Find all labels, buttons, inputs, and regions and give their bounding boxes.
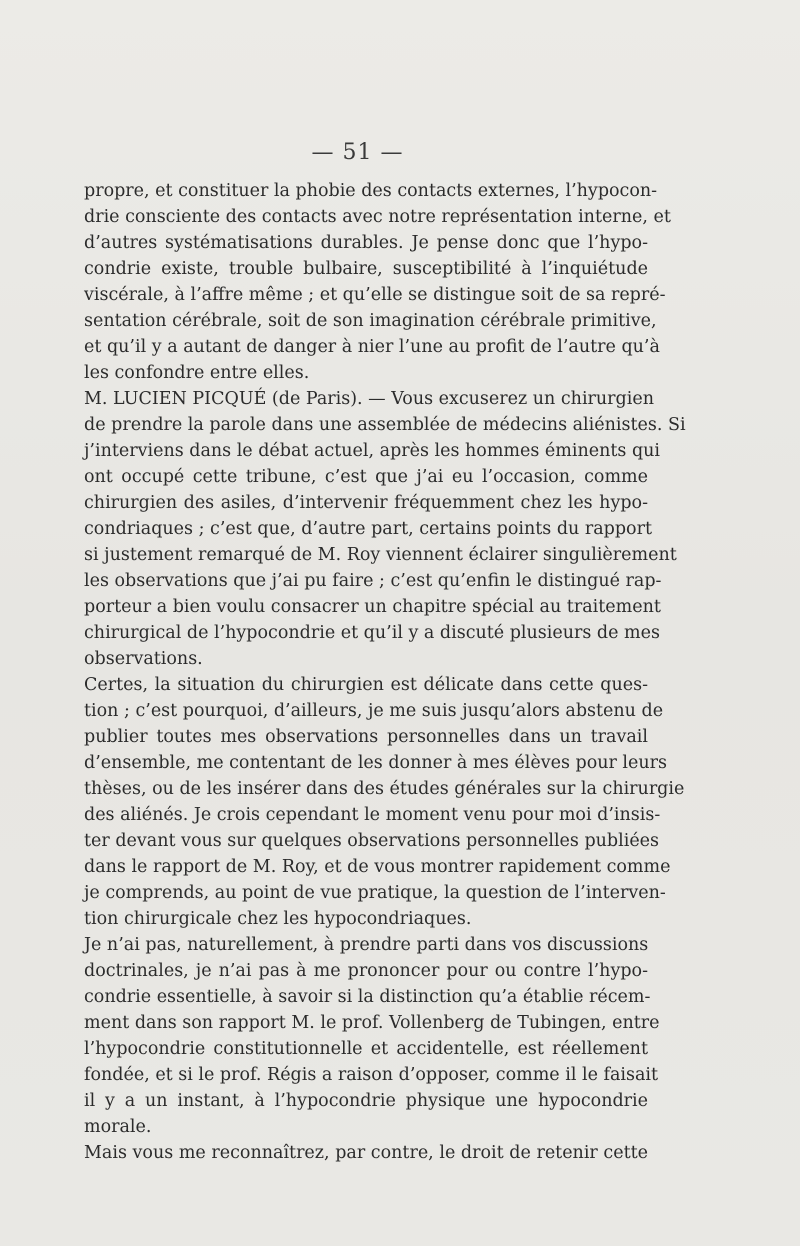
text-line: condrie existe, trouble bulbaire, susceptibilité à l’inquiétude: [84, 259, 648, 279]
text-line: des aliénés. Je crois cependant le moment venu pour moi d’insis-: [84, 805, 661, 825]
text-line: tion ; c’est pourquoi, d’ailleurs, je me suis jusqu’alors abstenu de: [84, 701, 664, 721]
text-line: chirurgical de l’hypocondrie et qu’il y a discuté plusieurs de mes: [84, 623, 660, 643]
text-line: chirurgien des asiles, d’intervenir fréquemment chez les hypo-: [84, 493, 648, 513]
text-line: ment dans son rapport M. le prof. Vollenberg de Tubingen, entre: [84, 1013, 660, 1033]
text-line: il y a un instant, à l’hypocondrie physique une hypocondrie: [84, 1091, 648, 1111]
text-line: les observations que j’ai pu faire ; c’est qu’enfin le distingué rap-: [84, 571, 662, 591]
text-line: observations.: [84, 649, 203, 669]
text-line: morale.: [84, 1117, 152, 1137]
text-line: dans le rapport de M. Roy, et de vous montrer rapidement comme: [84, 857, 671, 877]
body-text: [84, 178, 686, 1166]
text-line: les confondre entre elles.: [84, 363, 310, 383]
text-line: sentation cérébrale, soit de son imagination cérébrale primitive,: [84, 311, 657, 331]
text-line: Certes, la situation du chirurgien est délicate dans cette ques-: [84, 675, 648, 695]
text-line: tion chirurgicale chez les hypocondriaques.: [84, 909, 472, 929]
text-line: Je n’ai pas, naturellement, à prendre parti dans vos discussions: [84, 935, 649, 955]
text-line: l’hypocondrie constitutionnelle et accidentelle, est réellement: [84, 1039, 648, 1059]
text-line: porteur a bien voulu consacrer un chapitre spécial au traitement: [84, 597, 661, 617]
text-line: d’ensemble, me contentant de les donner à mes élèves pour leurs: [84, 753, 667, 773]
text-line: condriaques ; c’est que, d’autre part, certains points du rapport: [84, 519, 652, 539]
text-line: condrie essentielle, à savoir si la distinction qu’a établie récem-: [84, 987, 651, 1007]
page-number: — 51 —: [311, 140, 404, 165]
text-line: d’autres systématisations durables. Je pense donc que l’hypo-: [84, 233, 648, 253]
text-line: si justement remarqué de M. Roy viennent éclairer singulièrement: [84, 545, 677, 565]
text-line: thèses, ou de les insérer dans des études générales sur la chirurgie: [84, 779, 685, 799]
text-line: drie consciente des contacts avec notre représentation interne, et: [84, 207, 671, 227]
text-line: Mais vous me reconnaîtrez, par contre, le droit de retenir cette: [84, 1143, 648, 1163]
text-line: de prendre la parole dans une assemblée de médecins aliénistes. Si: [84, 415, 686, 435]
text-line: publier toutes mes observations personnelles dans un travail: [84, 727, 648, 747]
text-line: doctrinales, je n’ai pas à me prononcer pour ou contre l’hypo-: [84, 961, 648, 981]
text-line: M. LUCIEN PICQUÉ (de Paris). — Vous excuserez un chirurgien: [84, 389, 654, 409]
text-line: ter devant vous sur quelques observations personnelles publiées: [84, 831, 660, 851]
text-line: je comprends, au point de vue pratique, la question de l’interven-: [84, 883, 666, 903]
text-line: propre, et constituer la phobie des contacts externes, l’hypocon-: [84, 181, 658, 201]
text-line: fondée, et si le prof. Régis a raison d’opposer, comme il le faisait: [84, 1065, 659, 1085]
text-line: j’interviens dans le débat actuel, après les hommes éminents qui: [84, 441, 661, 461]
text-line: et qu’il y a autant de danger à nier l’une au profit de l’autre qu’à: [84, 337, 660, 357]
text-line: ont occupé cette tribune, c’est que j’ai eu l’occasion, comme: [84, 467, 648, 487]
text-line: viscérale, à l’affre même ; et qu’elle se distingue soit de sa repré-: [84, 285, 666, 305]
